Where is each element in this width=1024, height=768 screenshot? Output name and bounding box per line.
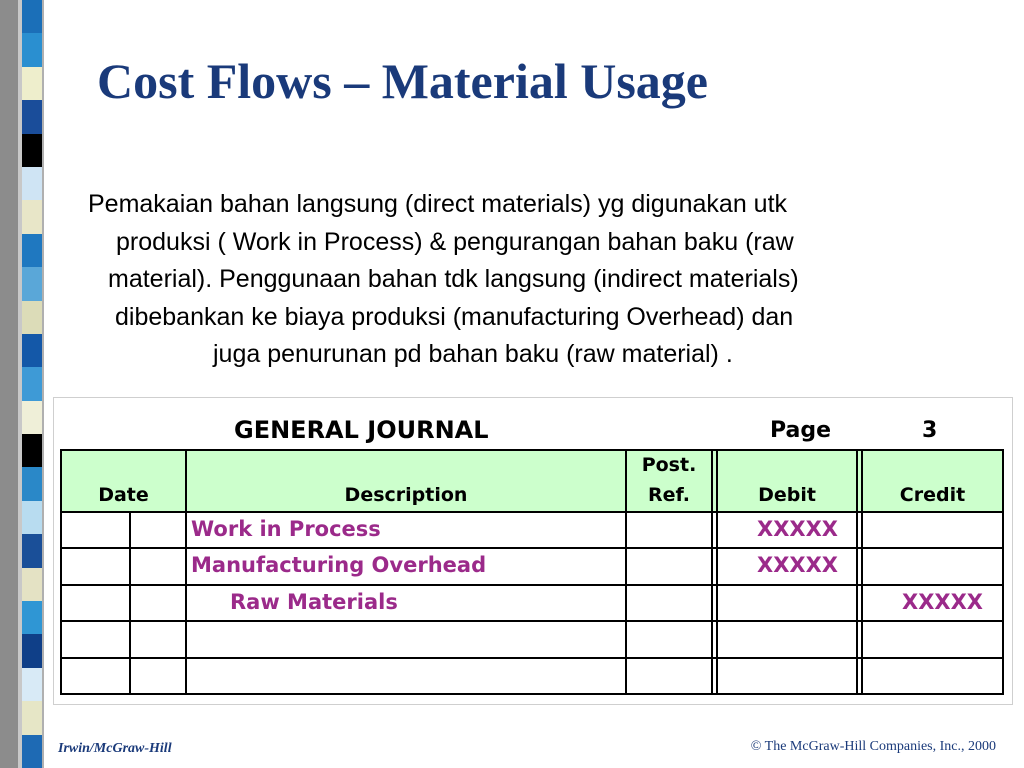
- header-debit: Debit: [758, 484, 816, 506]
- journal-title: GENERAL JOURNAL: [234, 416, 489, 444]
- paragraph-line: juga penurunan pd bahan baku (raw material) .: [213, 340, 733, 368]
- strip-block: [22, 534, 42, 567]
- row-2-debit: XXXXX: [757, 553, 838, 577]
- strip-block: [22, 668, 42, 701]
- strip-block: [22, 301, 42, 334]
- paragraph-line: dibebankan ke biaya produksi (manufacturing Overhead) dan: [115, 302, 794, 331]
- footer-publisher: Irwin/McGraw-Hill: [58, 741, 172, 756]
- paragraph-line: Pemakaian bahan langsung (direct materials) yg digunakan utk: [88, 190, 788, 218]
- row-3-credit: XXXXX: [902, 590, 983, 614]
- strip-block: [22, 67, 42, 100]
- strip-color-blocks: [22, 0, 42, 768]
- strip-block: [22, 234, 42, 267]
- strip-block: [22, 200, 42, 233]
- journal-page-label: Page: [770, 418, 832, 443]
- journal-grid: [54, 398, 1012, 704]
- body-paragraph: [88, 186, 988, 374]
- strip-block: [22, 467, 42, 500]
- strip-block: [22, 134, 42, 167]
- row-3-description: Raw Materials: [230, 590, 398, 614]
- strip-block: [22, 334, 42, 367]
- strip-block: [22, 367, 42, 400]
- header-post-ref-line2: Ref.: [648, 484, 690, 506]
- decorative-left-strip: [0, 0, 48, 768]
- row-1-debit: XXXXX: [757, 517, 838, 541]
- strip-block: [22, 167, 42, 200]
- strip-block: [22, 100, 42, 133]
- strip-block: [22, 401, 42, 434]
- footer-copyright: © The McGraw-Hill Companies, Inc., 2000: [750, 739, 996, 754]
- header-description: Description: [344, 484, 468, 506]
- strip-block: [22, 0, 42, 33]
- header-date: Date: [98, 484, 149, 506]
- strip-block: [22, 601, 42, 634]
- strip-block: [22, 501, 42, 534]
- strip-block: [22, 267, 42, 300]
- strip-block: [22, 434, 42, 467]
- paragraph-line: produksi ( Work in Process) & pengurangan bahan baku (raw: [116, 227, 794, 256]
- strip-block: [22, 568, 42, 601]
- row-2-description: Manufacturing Overhead: [191, 553, 487, 577]
- strip-block: [22, 634, 42, 667]
- strip-gray-band: [0, 0, 18, 768]
- strip-block: [22, 33, 42, 66]
- row-1-description: Work in Process: [191, 517, 381, 541]
- strip-edge: [42, 0, 44, 768]
- header-post-ref-line1: Post.: [641, 454, 697, 476]
- strip-block: [22, 701, 42, 734]
- slide-title: Cost Flows – Material Usage: [97, 53, 708, 109]
- paragraph-line: material). Penggunaan bahan tdk langsung (indirect materials): [108, 265, 799, 293]
- strip-block: [22, 735, 42, 768]
- header-credit: Credit: [899, 484, 966, 506]
- general-journal: [53, 397, 1013, 705]
- journal-page-number: 3: [922, 418, 938, 443]
